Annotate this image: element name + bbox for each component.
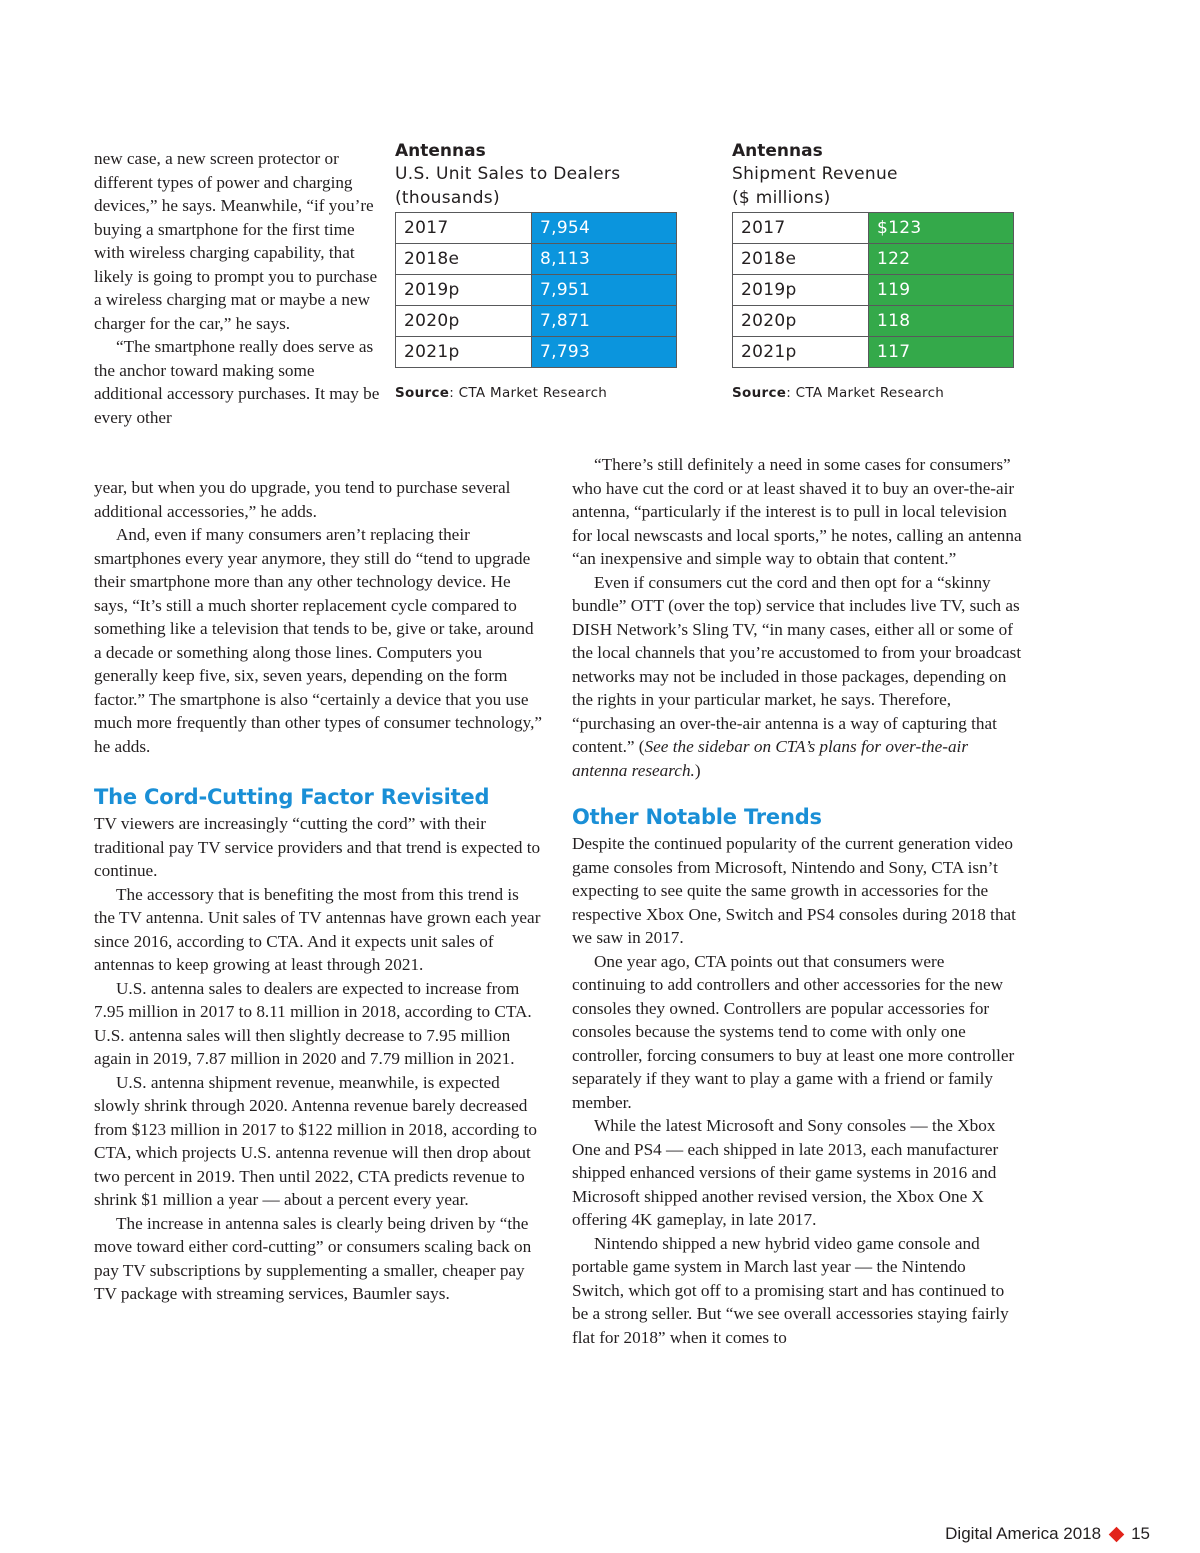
table-row (733, 275, 1014, 306)
paragraph: U.S. antenna sales to dealers are expected to increase from 7.95 million in 2017 to 8.11 million in 2018, according to CTA. U.S. antenna sales will then slightly decrease to 7.95 million again in 2019, 7.87 million in 2020 and 7.79 million in 2021. (94, 978, 532, 1068)
year-cell: 2019p (396, 275, 532, 306)
year-cell: 2017 (396, 213, 532, 244)
year-cell: 2017 (733, 213, 869, 244)
right-column-main (572, 453, 1022, 1349)
source-label: Source (395, 385, 450, 401)
value-cell: $123 (869, 213, 1014, 244)
unit-sales-table (395, 212, 677, 368)
paragraph-text: ) (694, 760, 701, 780)
value-cell: 122 (869, 244, 1014, 275)
year-cell: 2018e (396, 244, 532, 275)
table-row (396, 275, 677, 306)
value-cell: 118 (869, 306, 1014, 337)
table-row (396, 337, 677, 368)
paragraph: new case, a new screen protector or different types of power and charging devices,” he says. Meanwhile, “if you’re buying a smartphone for the first time with wireless charging capability, that likely is going to prompt you to purchase a wireless charging mat or maybe a new charger for the car,” he says. (94, 149, 378, 333)
value-cell: 7,954 (532, 213, 677, 244)
shipment-revenue-table-block (732, 140, 1014, 401)
value-cell: 7,793 (532, 337, 677, 368)
table-subtitle: Shipment Revenue (732, 164, 898, 184)
year-cell: 2019p (733, 275, 869, 306)
table-title: Antennas (732, 141, 823, 161)
year-cell: 2020p (396, 306, 532, 337)
year-cell: 2021p (396, 337, 532, 368)
source-text: : CTA Market Research (786, 385, 945, 401)
table-units-label: (thousands) (395, 187, 500, 208)
year-cell: 2020p (733, 306, 869, 337)
value-cell: 7,951 (532, 275, 677, 306)
value-cell: 7,871 (532, 306, 677, 337)
paragraph: “There’s still definitely a need in some cases for consumers” who have cut the cord or at least shaved it to buy an over-the-air antenna, “particularly if the interest is to pull in local television for local newscasts and local sports,” he notes, calling an antenna “an inexpensive and simple way to obtain that content.” (572, 455, 1022, 568)
sidebar-reference: See the sidebar on CTA’s plans for over-the-air antenna research. (572, 737, 969, 780)
paragraph: TV viewers are increasingly “cutting the cord” with their traditional pay TV service providers and that trend is expected to continue. (94, 814, 541, 880)
unit-sales-table-block (395, 140, 677, 401)
source-text: : CTA Market Research (449, 385, 608, 401)
table-row (396, 244, 677, 275)
table-title: Antennas (395, 141, 486, 161)
paragraph: year, but when you do upgrade, you tend to purchase several additional accessories,” he adds. (94, 478, 511, 521)
paragraph: The increase in antenna sales is clearly being driven by “the move toward either cord-cutting” or consumers scaling back on pay TV subscriptions by supplementing a smaller, cheaper pay TV package with streaming services, Baumler says. (94, 1213, 532, 1303)
table-source (732, 385, 1014, 401)
paragraph (572, 571, 1022, 783)
paragraph: And, even if many consumers aren’t replacing their smartphones every year anymore, they still do “tend to upgrade their smartphone more than any other technology device. He says, “It’s still a much shorter replacement cycle compared to something like a television that tends to be, give or take, around a decade or something along those lines. Computers you generally keep five, six, seven years, depending on the form factor.” The smartphone is also “certainly a device that you use much more frequently than other types of consumer technology,” he adds. (94, 525, 543, 756)
table-row (733, 306, 1014, 337)
table-row (733, 337, 1014, 368)
source-label: Source (732, 385, 787, 401)
diamond-icon (1109, 1526, 1125, 1542)
value-cell: 119 (869, 275, 1014, 306)
table-row (733, 244, 1014, 275)
value-cell: 8,113 (532, 244, 677, 275)
page-number: 15 (1131, 1524, 1150, 1543)
table-subtitle: U.S. Unit Sales to Dealers (395, 164, 621, 184)
left-column-main (94, 476, 544, 1306)
year-cell: 2021p (733, 337, 869, 368)
paragraph: “The smartphone really does serve as the anchor toward making some additional accessory purchases. It may be every other (94, 337, 380, 427)
paragraph: U.S. antenna shipment revenue, meanwhile, is expected slowly shrink through 2020. Antenna revenue barely decreased from $123 million in 2017 to $122 million in 2018, according to CTA, which projects U.S. antenna revenue will then drop about two percent in 2019. Then until 2022, CTA predicts revenue to shrink $1 million a year — about a percent every year. (94, 1072, 538, 1209)
paragraph: The accessory that is benefiting the most from this trend is the TV antenna. Unit sales of TV antennas have grown each year since 2016, according to CTA. And it expects unit sales of antennas to keep growing at least through 2021. (94, 884, 541, 974)
table-source (395, 385, 677, 401)
table-row (733, 213, 1014, 244)
paragraph: While the latest Microsoft and Sony consoles — the Xbox One and PS4 — each shipped in late 2013, each manufacturer shipped enhanced versions of their game systems in 2016 and Microsoft shipped another revised version, the Xbox One X offering 4K gameplay, in late 2017. (572, 1116, 999, 1229)
table-units-label: ($ millions) (732, 187, 831, 208)
left-column-top (94, 147, 384, 429)
paragraph: Despite the continued popularity of the current generation video game consoles from Microsoft, Nintendo and Sony, CTA isn’t expecting to see quite the same growth in accessories for the respective Xbox One, Switch and PS4 consoles during 2018 that we saw in 2017. (572, 834, 1016, 947)
section-heading: The Cord-Cutting Factor Revisited (94, 785, 490, 809)
table-row (396, 306, 677, 337)
value-cell: 117 (869, 337, 1014, 368)
page-footer (945, 1524, 1150, 1544)
year-cell: 2018e (733, 244, 869, 275)
paragraph-text: Even if consumers cut the cord and then opt for a “skinny bundle” OTT (over the top) service that includes live TV, such as DISH Network’s Sling TV, “in many cases, either all or some of the local channels that you’re accustomed to from your broadcast networks may not be included in those packages, depending on the rights in your particular market, he says. Therefore, “purchasing an over-the-air antenna is a way of capturing that content.” ( (572, 572, 1022, 756)
table-row (396, 213, 677, 244)
paragraph: Nintendo shipped a new hybrid video game console and portable game system in March last year — the Nintendo Switch, which got off to a promising start and has continued to be a strong seller. But “we see overall accessories staying fairly flat for 2018” when it comes to (572, 1233, 1009, 1347)
paragraph: One year ago, CTA points out that consumers were continuing to add controllers and other accessories for the new consoles they owned. Controllers are popular accessories for consoles because the systems tend to come with only one controller, forcing consumers to buy at least one more controller separately if they want to play a game with a friend or family member. (572, 951, 1015, 1112)
shipment-revenue-table (732, 212, 1014, 368)
section-heading: Other Notable Trends (572, 805, 822, 829)
publication-name: Digital America 2018 (945, 1524, 1102, 1543)
